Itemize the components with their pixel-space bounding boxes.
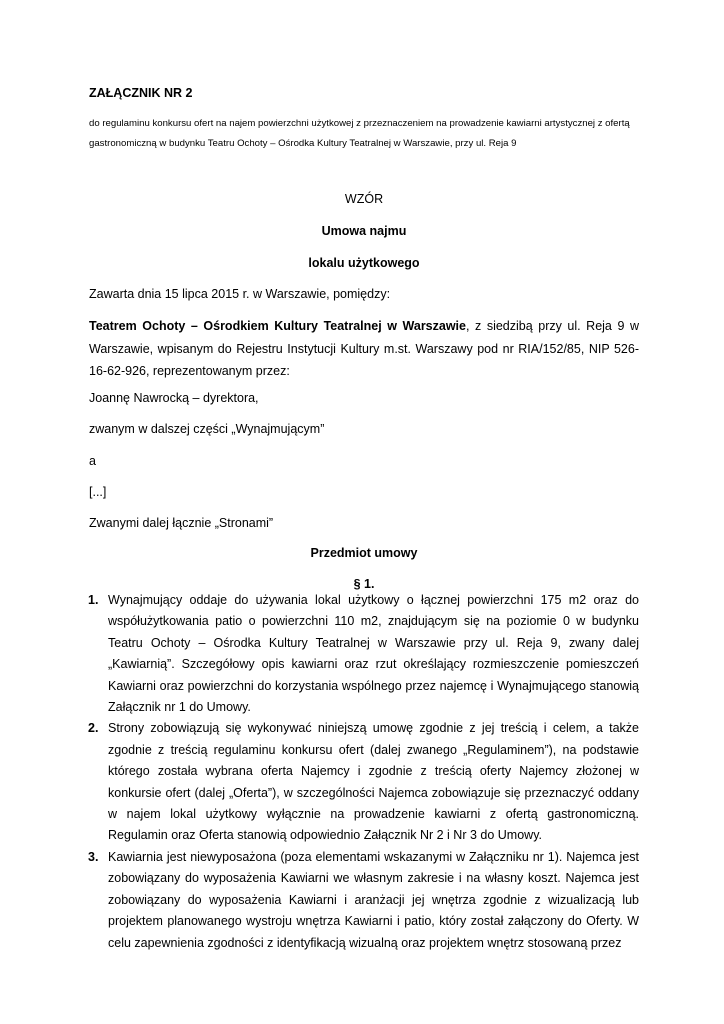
landlord-alias-line: zwanym w dalszej części „Wynajmującym” <box>89 422 325 436</box>
clause-item <box>89 847 639 954</box>
contract-title: Umowa najmu <box>321 224 407 238</box>
clause-text: Strony zobowiązują się wykonywać niniejszą umowę zgodnie z jej treścią i celem, a także zgodnie z treścią regulaminu konkursu ofert (dalej zwanego „Regulaminem”), na podstawie którego została wybrana oferta Najemcy i zgodnie z treścią oferty Najemcy złożonej w konkursie ofert (dalej „Oferta”), w szczególności Najemca zobowiązuje się przeznaczyć oddany w najem lokal użytkowy wyłącznie na prowadzenie kawiarni z ofertą gastronomiczną. Regulamin oraz Oferta stanowią odpowiednio Załącznik Nr 2 i Nr 3 do Umowy. <box>108 721 639 843</box>
party1-paragraph <box>89 315 639 383</box>
parties-alias-line: Zwanymi dalej łącznie „Stronami” <box>89 516 274 530</box>
concluded-line: Zawarta dnia 15 lipca 2015 r. w Warszawie, pomiędzy: <box>89 287 391 301</box>
clause-item <box>89 718 639 846</box>
clause-number: 2. <box>88 721 99 736</box>
paragraph-symbol: § 1. <box>353 577 375 591</box>
clause-number: 3. <box>88 849 99 864</box>
template-label: WZÓR <box>344 192 384 206</box>
clause-number: 1. <box>88 593 99 607</box>
clause-item <box>89 590 639 718</box>
representative-line: Joannę Nawrocką – dyrektora, <box>89 391 259 405</box>
contract-subtitle: lokalu użytkowego <box>308 256 420 270</box>
conjunction-line: a <box>89 454 96 468</box>
party1-details: , z siedzibą przy ul. Reja 9 w Warszawie, wpisanym do Rejestru Instytucji Kultury m.st. Warszawy pod nr RIA/152/85, NIP 526-16-62-926, reprezentowanym przez: <box>89 319 639 378</box>
clause-text: Wynajmujący oddaje do używania lokal użytkowy o łącznej powierzchni 175 m2 oraz do współużytkowania patio o powierzchni 110 m2, znajdującym się na poziomie 0 w budynku Teatru Ochoty – Ośrodka Kultury Teatralnej w Warszawie przy ul. Reja 9, zwany dalej „Kawiarnią”. Szczegółowy opis kawiarni oraz rzut określający rozmieszczenie pomieszczeń Kawiarni oraz powierzchni do korzystania wspólnego przez najemcę i Wynajmującego stanowią Załącznik nr 1 do Umowy. <box>108 593 639 715</box>
section-title: Przedmiot umowy <box>310 546 418 560</box>
clause-list <box>89 590 639 954</box>
annex-description: do regulaminu konkursu ofert na najem powierzchni użytkowej z przeznaczeniem na prowadzenie kawiarni artystycznej z ofertą gastronomiczną w budynku Teatru Ochoty – Ośrodka Kultury Teatralnej w Warszawie, przy ul. Reja 9 <box>89 118 630 149</box>
annex-heading: ZAŁĄCZNIK NR 2 <box>89 86 193 100</box>
clause-text: Kawiarnia jest niewyposażona (poza elementami wskazanymi w Załączniku nr 1). Najemca jest zobowiązany do wyposażenia Kawiarni we własnym zakresie i na własny koszt. Najemca jest zobowiązany do wyposażenia Kawiarni i aranżacji jej wnętrza zgodnie z wizualizacją lub projektem planowanego wystroju wnętrza Kawiarni i patio, który został załączony do Oferty. W celu zapewnienia zgodności z identyfikacją wizualną oraz projektem wnętrz stosowaną przez <box>108 849 639 950</box>
party1-name: Teatrem Ochoty – Ośrodkiem Kultury Teatralnej w Warszawie <box>89 319 466 333</box>
party2-placeholder: [...] <box>89 485 107 499</box>
